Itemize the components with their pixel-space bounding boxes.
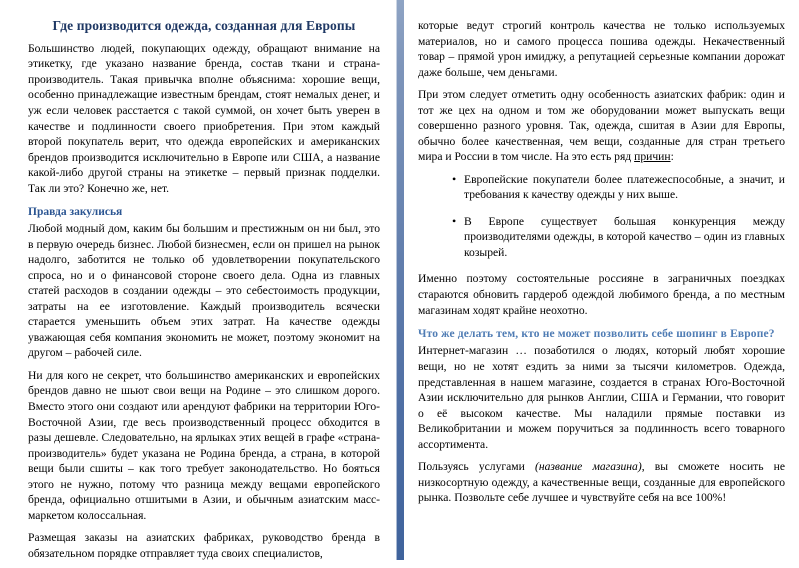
reasons-list <box>418 172 785 261</box>
right-column <box>396 18 799 513</box>
right-paragraph-5-text-before: Пользуясь услугами <box>418 460 535 474</box>
right-paragraph-3: Именно поэтому состоятельные россияне в заграничных поездках стараются обновить гардероб одеждой любимого бренда, а по местным магазинам ходят крайне неохотно. <box>418 272 785 317</box>
left-subheading-truth: Правда закулисья <box>28 206 123 219</box>
right-paragraph-1: которые ведут строгий контроль качества не только используемых материалов, но и самого процесса пошива одежды. Некачественный товар – прямой урон имиджу, а репутацией серьезные компании дорожат даже больше, чем деньгами. <box>418 19 785 79</box>
right-paragraph-5 <box>418 459 785 506</box>
left-paragraph-3: Ни для кого не секрет, что большинство американских и европейских брендов давно не шьют свои вещи на Родине – это слишком дорого. Вместо этого они создают или арендуют фабрики на территории Юго-Восточной Азии, где весь производственный процесс обходится в разы дешевле. Следовательно, на ярлыках этих вещей в графе «страна-производитель» будет указана не Родина бренда, а страна, в которой вещи были сшиты – как того требует законодательство. Но бояться этого не нужно, потому что разница между вещами европейского бренда, официально отшитыми в Азии, и обычным азиатским масс-маркетом колоссальная. <box>28 368 380 522</box>
right-subheading-shopping: Что же делать тем, кто не может позволить себе шопинг в Европе? <box>418 328 775 341</box>
right-paragraph-2 <box>418 87 785 165</box>
page-title: Где производится одежда, созданная для Европы <box>52 18 356 33</box>
left-paragraph-2: Любой модный дом, каким бы большим и престижным он ни был, это в первую очередь бизнес. Любой бизнесмен, если он пришел на рынок надолго, заботится не только об удовлетворении покупательского спроса, но и о финансовой стороне своего дела. Одна из главных статей расходов в создании одежды – это себестоимость продукции, затраты на ее изготовление. Каждый производитель всячески старается уменьшить объем этих затрат. На качестве одежды уважающая себя компания экономить не может, поэтому экономит на другом – рабочей силе. <box>28 222 380 360</box>
left-paragraph-4: Размещая заказы на азиатских фабриках, руководство бренда в обязательном порядке отправляет туда своих специалистов, <box>28 531 380 560</box>
left-paragraph-1: Большинство людей, покупающих одежду, обращают внимание на этикетку, где указано название бренда, состав ткани и страна-производитель. Такая привычка вполне объяснима: хорошие вещи, особенно принадлежащие известным брендам, стоят немалых денег, и уж если человек расстается с такой суммой, он хочет быть уверен в качестве и подлинности своего приобретения. При этом каждый второй покупатель верит, что одежда европейских и американских брендов производится исключительно в Европе или США, а название какой-либо другой страны на этикетке – первый признак подделки. Так ли это? Конечно же, нет. <box>28 41 380 195</box>
two-column-layout <box>0 18 799 560</box>
list-item: • В Европе существует большая конкуренция между производителями одежды, в которой качество – один из главных козырей. <box>452 214 785 261</box>
right-paragraph-5-text-after: , вы сможете носить не низкосортную одежду, а качественные вещи, созданные для европейского рынка. Позвольте себе лучшее и чувствуйте себя на все 100%! <box>418 460 785 505</box>
right-paragraph-4: Интернет-магазин … позаботился о людях, который любят хорошие вещи, но не хотят ездить за ними за тысячи километров. Одежда, представленная в нашем магазине, создается в странах Юго-Восточной Азии исключительно для рынков Англии, США и Германии, что говорит о её высоком качестве. Мы наладили прямые поставки из Великобритании и можем поручиться за подлинность всего товарного ассортимента. <box>418 344 785 451</box>
list-item: • Европейские покупатели более платежеспособные, а значит, и требования к качеству одежды у них выше. <box>452 172 785 203</box>
right-paragraph-2-underlined-word: причин <box>634 150 671 164</box>
right-paragraph-2-colon: : <box>670 150 674 164</box>
left-column <box>0 18 396 568</box>
right-paragraph-5-store-name-placeholder: (название магазина) <box>534 460 642 474</box>
right-paragraph-2-text: При этом следует отметить одну особенность азиатских фабрик: один и тот же цех на одном и том же оборудовании может выпускать вещи совершенно разного уровня. Так, одежда, сшитая в Азии для Европы, обычно более качественная, чем вещи, созданные для стран третьего мира и России в том числе. На это есть ряд <box>418 88 785 164</box>
